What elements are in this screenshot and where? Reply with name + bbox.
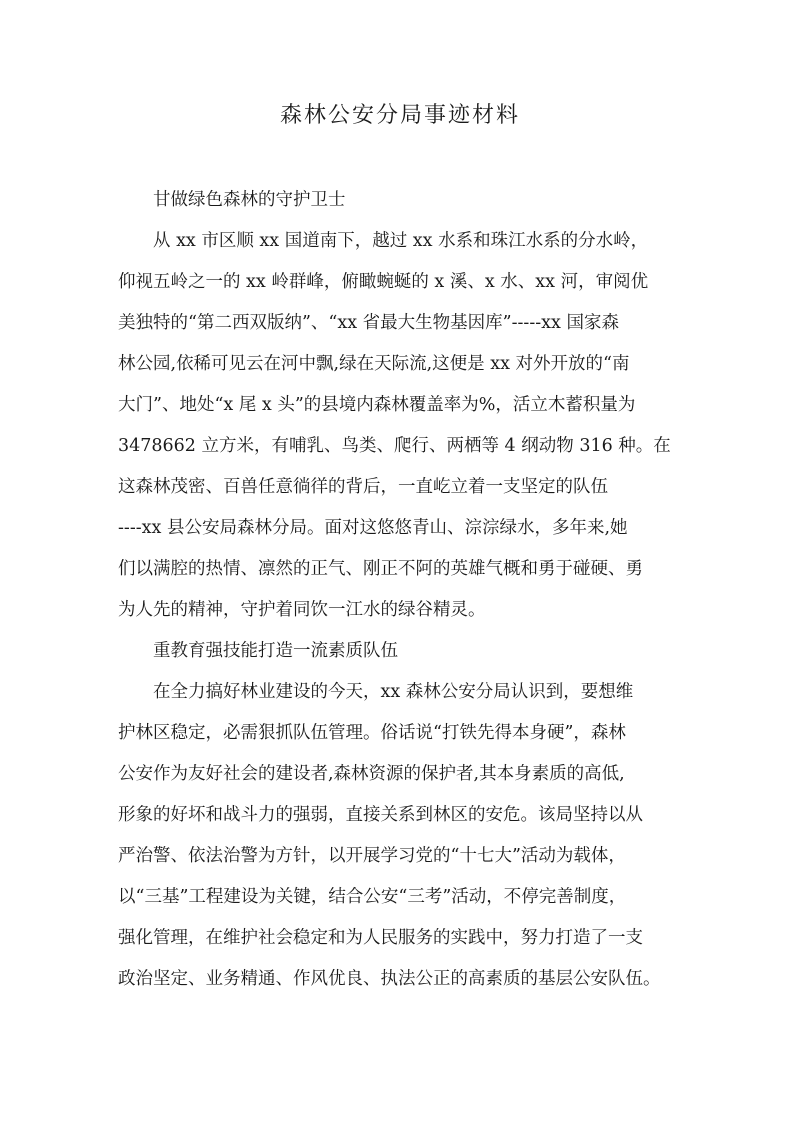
text-line: 政治坚定、业务精通、作风优良、执法公正的高素质的基层公安队伍。 <box>118 969 661 989</box>
text-line: 强化管理，在维护社会稳定和为人民服务的实践中，努力打造了一支 <box>118 928 643 948</box>
document-body <box>118 180 688 1000</box>
paragraph <box>118 672 688 1000</box>
text-line: 3478662 立方米，有哺乳、鸟类、爬行、两栖等 4 纲动物 316 种。在 <box>118 436 671 456</box>
text-line: 形象的好坏和战斗力的强弱，直接关系到林区的安危。该局坚持以从 <box>118 805 643 825</box>
text-line: 们以满腔的热情、凛然的正气、刚正不阿的英雄气概和勇于碰硬、勇 <box>118 559 643 579</box>
text-line: 仰视五岭之一的 xx 岭群峰，俯瞰蜿蜒的 x 溪、x 水、xx 河，审阅优 <box>118 272 649 292</box>
text-line: 重教育强技能打造一流素质队伍 <box>153 641 398 661</box>
text-line: 甘做绿色森林的守护卫士 <box>153 190 346 210</box>
text-line: 大门”、地处“x 尾 x 头”的县境内森林覆盖率为%，活立木蓄积量为 <box>118 395 636 415</box>
paragraph <box>118 221 688 631</box>
text-line: 以“三基”工程建设为关键，结合公安“三考”活动，不停完善制度， <box>118 887 627 907</box>
paragraph <box>118 631 688 672</box>
paragraph <box>118 180 688 221</box>
page-title: 森林公安分局事迹材料 <box>279 103 520 128</box>
text-line: 为人先的精神，守护着同饮一江水的绿谷精灵。 <box>118 600 486 620</box>
text-line: ----xx 县公安局森林分局。面对这悠悠青山、淙淙绿水，多年来,她 <box>118 518 628 538</box>
text-line: 在全力搞好林业建设的今天，xx 森林公安分局认识到，要想维 <box>153 682 634 702</box>
text-line: 美独特的“第二西双版纳”、“xx 省最大生物基因库”-----xx 国家森 <box>118 313 619 333</box>
text-line: 林公园,依稀可见云在河中飘,绿在天际流,这便是 xx 对外开放的“南 <box>118 354 630 374</box>
text-line: 公安作为友好社会的建设者,森林资源的保护者,其本身素质的高低, <box>118 764 625 784</box>
text-line: 严治警、依法治警为方针，以开展学习党的“十七大”活动为载体， <box>118 846 626 866</box>
text-line: 这森林茂密、百兽任意徜徉的背后，一直屹立着一支坚定的队伍 <box>118 477 608 497</box>
text-line: 从 xx 市区顺 xx 国道南下，越过 xx 水系和珠江水系的分水岭， <box>153 231 649 251</box>
text-line: 护林区稳定，必需狠抓队伍管理。俗话说“打铁先得本身硬”，森林 <box>118 723 626 743</box>
